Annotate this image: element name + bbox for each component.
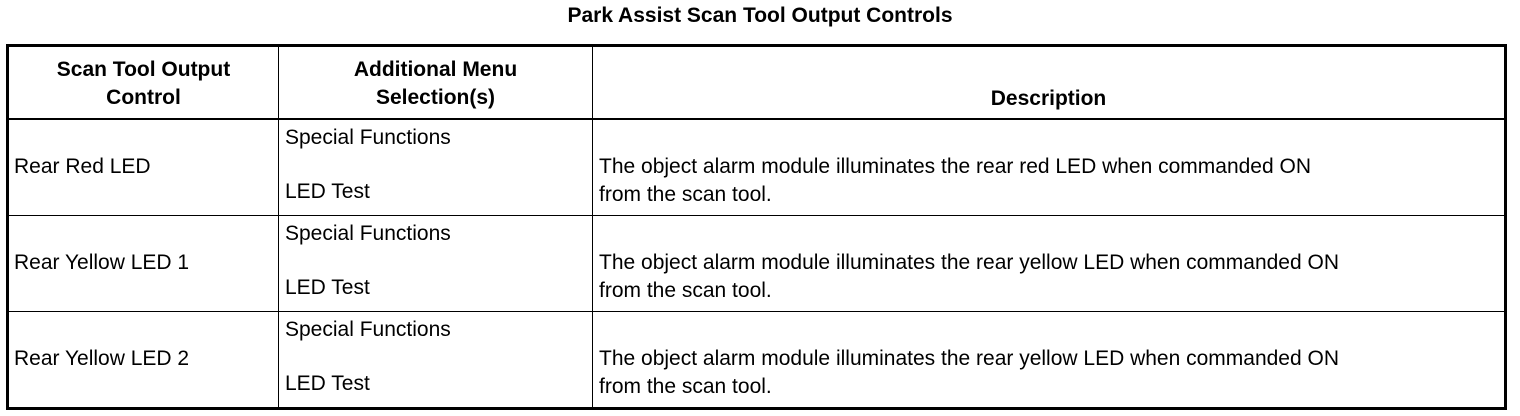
output-controls-table: [6, 44, 1507, 410]
header-menu-line: Additional Menu: [353, 58, 518, 81]
header-control-line: Control: [106, 86, 181, 109]
menu-cell: [279, 119, 593, 216]
menu-selection: Special Functions: [285, 126, 451, 149]
description-line: from the scan tool.: [599, 183, 772, 206]
description-line: The object alarm module illuminates the rear yellow LED when commanded ON: [599, 347, 1340, 370]
table-header-row: [8, 46, 1506, 120]
menu-cell: [279, 216, 593, 312]
description-line: from the scan tool.: [599, 279, 772, 302]
description-cell: [593, 216, 1506, 312]
control-name: Rear Yellow LED 2: [14, 347, 190, 370]
header-description-label: Description: [990, 87, 1107, 110]
page-title: Park Assist Scan Tool Output Controls: [567, 4, 953, 27]
header-scan-tool-output-control: [8, 46, 279, 120]
table-row: [8, 119, 1506, 216]
header-control-line: Scan Tool Output: [56, 58, 231, 81]
control-cell: [8, 119, 279, 216]
control-name: Rear Red LED: [14, 155, 151, 178]
menu-selection: LED Test: [285, 276, 370, 299]
description-cell: [593, 119, 1506, 216]
table-row: [8, 312, 1506, 409]
description-line: The object alarm module illuminates the rear red LED when commanded ON: [599, 155, 1312, 178]
control-cell: [8, 216, 279, 312]
header-menu-line: Selection(s): [375, 86, 496, 109]
description-cell: [593, 312, 1506, 409]
description-line: The object alarm module illuminates the rear yellow LED when commanded ON: [599, 251, 1340, 274]
header-description: [593, 46, 1506, 120]
menu-cell: [279, 312, 593, 409]
control-cell: [8, 312, 279, 409]
menu-selection: Special Functions: [285, 318, 451, 341]
menu-selection: LED Test: [285, 180, 370, 203]
header-additional-menu-selections: [279, 46, 593, 120]
table-row: [8, 216, 1506, 312]
control-name: Rear Yellow LED 1: [14, 251, 190, 274]
menu-selection: LED Test: [285, 372, 370, 395]
menu-selection: Special Functions: [285, 222, 451, 245]
description-line: from the scan tool.: [599, 375, 772, 398]
